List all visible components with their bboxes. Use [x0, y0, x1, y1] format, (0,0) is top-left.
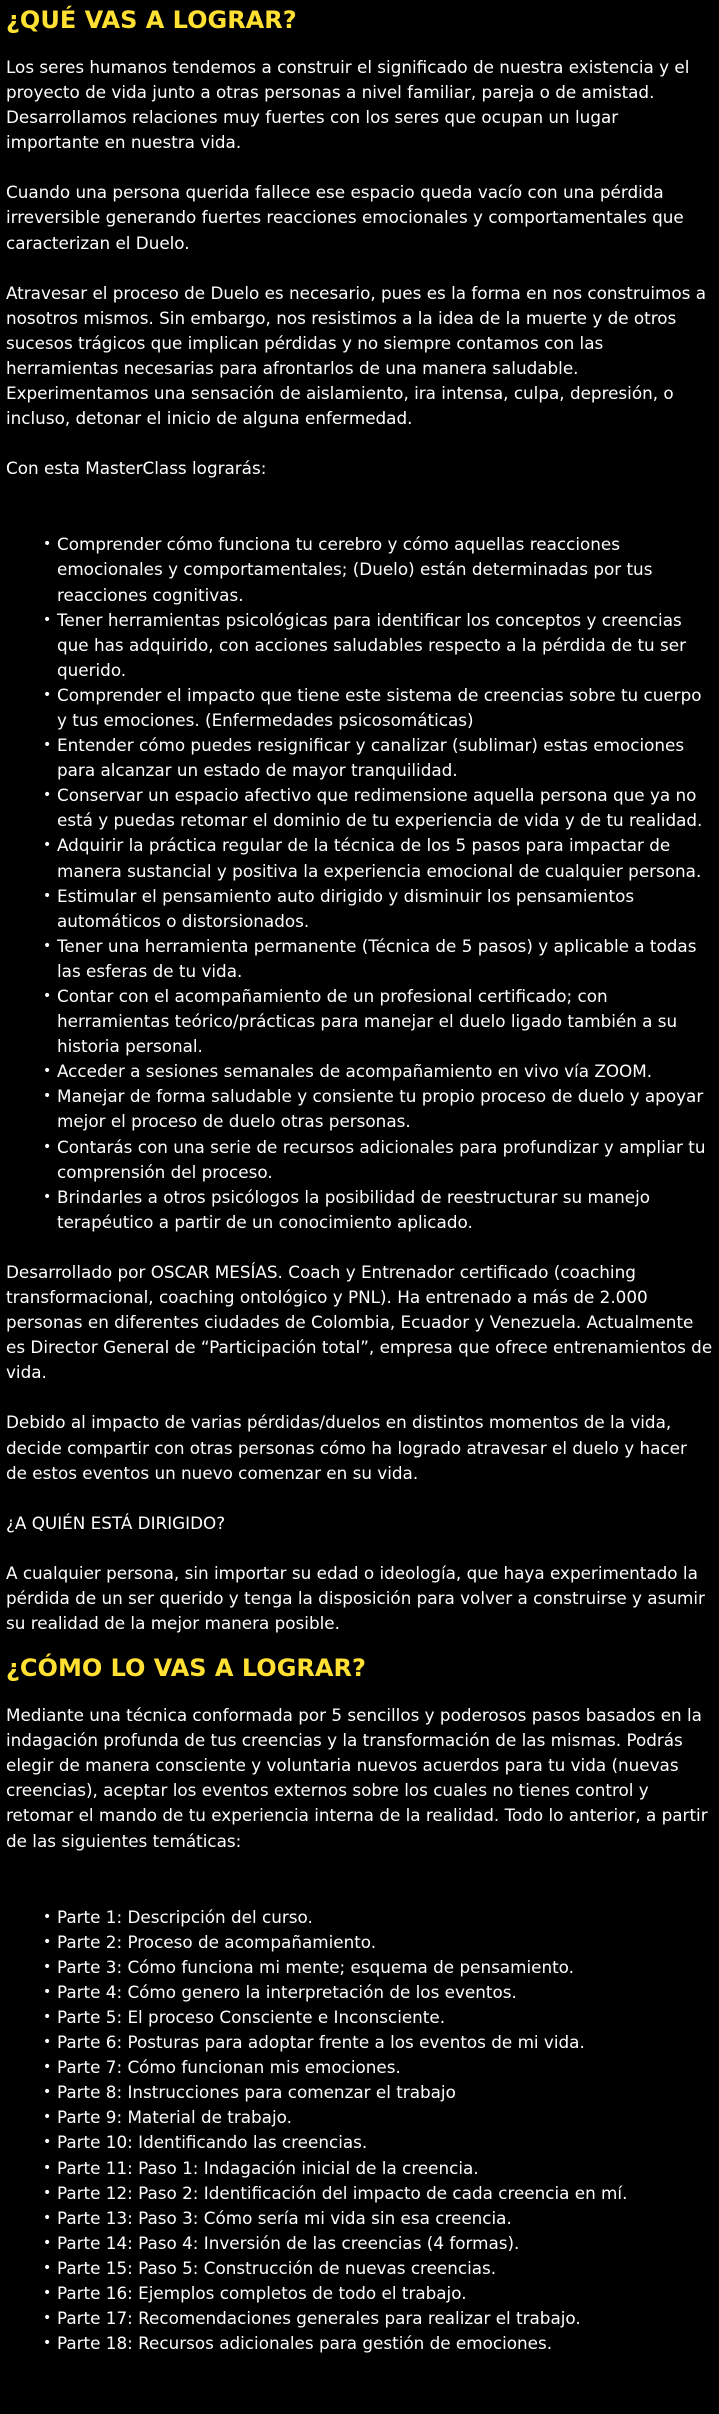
list-item: • Parte 2: Proceso de acompañamiento.: [43, 1930, 713, 1955]
list-item: • Parte 17: Recomendaciones generales para realizar el trabajo.: [43, 2306, 713, 2331]
list-item: • Parte 14: Paso 4: Inversión de las creencias (4 formas).: [43, 2231, 713, 2256]
list-item: • Contarás con una serie de recursos adicionales para profundizar y ampliar tu comprensión del proceso.: [43, 1135, 713, 1185]
list-item: • Parte 5: El proceso Consciente e Inconsciente.: [43, 2005, 713, 2030]
list-item: • Brindarles a otros psicólogos la posibilidad de reestructurar su manejo terapéutico a partir de un conocimiento aplicado.: [43, 1185, 713, 1235]
list-item: • Parte 15: Paso 5: Construcción de nuevas creencias.: [43, 2256, 713, 2281]
list-item: • Parte 13: Paso 3: Cómo sería mi vida sin esa creencia.: [43, 2206, 713, 2231]
list-item: • Parte 6: Posturas para adoptar frente a los eventos de mi vida.: [43, 2030, 713, 2055]
list-item: • Parte 16: Ejemplos completos de todo el trabajo.: [43, 2281, 713, 2306]
list-item: • Parte 11: Paso 1: Indagación inicial de la creencia.: [43, 2156, 713, 2181]
list-item: • Parte 3: Cómo funciona mi mente; esquema de pensamiento.: [43, 1955, 713, 1980]
list-item: • Parte 18: Recursos adicionales para gestión de emociones.: [43, 2331, 713, 2356]
audience-paragraph: A cualquier persona, sin importar su edad o ideología, que haya experimentado la pérdida de un ser querido y tenga la disposición para volver a construirse y asumir su realidad de la mejor manera posible.: [6, 1562, 705, 1633]
list-item: • Tener una herramienta permanente (Técnica de 5 pasos) y aplicable a todas las esferas de tu vida.: [43, 934, 713, 984]
course-description: [0, 4, 719, 2356]
list-item: • Estimular el pensamiento auto dirigido y disminuir los pensamientos automáticos o distorsionados.: [43, 884, 713, 934]
list-item: • Parte 10: Identificando las creencias.: [43, 2130, 713, 2155]
list-item: • Conservar un espacio afectivo que redimensione aquella persona que ya no está y puedas retomar el dominio de tu experiencia de vida y de tu realidad.: [43, 783, 713, 833]
method-paragraph: Mediante una técnica conformada por 5 sencillos y poderosos pasos basados en la indagación profunda de tus creencias y la transformación de las mismas. Podrás elegir de manera consciente y voluntaria nuevos acuerdos para tu vida (nuevas creencias), aceptar los eventos externos sobre los cuales no tienes control y retomar el mando de tu experiencia interna de la realidad. Todo lo anterior, a partir de las siguientes temáticas:: [6, 1705, 708, 1851]
audience-title: ¿A QUIÉN ESTÁ DIRIGIDO?: [6, 1512, 226, 1533]
list-item: • Contar con el acompañamiento de un profesional certificado; con herramientas teórico/prácticas para manejar el duelo ligado también a su historia personal.: [43, 984, 713, 1059]
section-heading-what: ¿QUÉ VAS A LOGRAR?: [6, 6, 297, 34]
list-item: • Manejar de forma saludable y consiente tu propio proceso de duelo y apoyar mejor el proceso de duelo otras personas.: [43, 1084, 713, 1134]
author-paragraph: Desarrollado por OSCAR MESÍAS. Coach y Entrenador certificado (coaching transformacional, coaching ontológico y PNL). Ha entrenado a más de 2.000 personas en diferentes ciudades de Colombia, Ecuador y Venezuela. Actualmente es Director General de “Participación total”, empresa que ofrece entrenamientos de vida.: [6, 1261, 713, 1383]
list-item: • Tener herramientas psicológicas para identificar los conceptos y creencias que has adquirido, con acciones saludables respecto a la pérdida de tu ser querido.: [43, 608, 713, 683]
list-item: • Parte 7: Cómo funcionan mis emociones.: [43, 2055, 713, 2080]
intro-paragraph-1: Los seres humanos tendemos a construir el significado de nuestra existencia y el proyecto de vida junto a otras personas a nivel familiar, pareja o de amistad. Desarrollamos relaciones muy fuertes con los seres que ocupan un lugar importante en nuestra vida.: [6, 57, 690, 153]
list-item: • Acceder a sesiones semanales de acompañamiento en vivo vía ZOOM.: [43, 1059, 713, 1084]
list-item: • Parte 4: Cómo genero la interpretación de los eventos.: [43, 1980, 713, 2005]
list-item: • Entender cómo puedes resignificar y canalizar (sublimar) estas emociones para alcanzar un estado de mayor tranquilidad.: [43, 733, 713, 783]
parts-list: [6, 1905, 713, 2357]
list-item: • Parte 9: Material de trabajo.: [43, 2105, 713, 2130]
list-item: • Parte 12: Paso 2: Identificación del impacto de cada creencia en mí.: [43, 2181, 713, 2206]
section-heading-how: ¿CÓMO LO VAS A LOGRAR?: [6, 1654, 366, 1683]
list-item: • Comprender cómo funciona tu cerebro y cómo aquellas reacciones emocionales y comportamentales; (Duelo) están determinadas por tus reacciones cognitivas.: [43, 532, 713, 607]
list-item: • Parte 1: Descripción del curso.: [43, 1905, 713, 1930]
benefits-lead: Con esta MasterClass lograrás:: [6, 458, 267, 479]
list-item: • Parte 8: Instrucciones para comenzar el trabajo: [43, 2080, 713, 2105]
intro-paragraph-2: Cuando una persona querida fallece ese espacio queda vacío con una pérdida irreversible generando fuertes reacciones emocionales y comportamentales que caracterizan el Duelo.: [6, 182, 684, 253]
intro-paragraph-3: Atravesar el proceso de Duelo es necesario, pues es la forma en nos construimos a nosotros mismos. Sin embargo, nos resistimos a la idea de la muerte y de otros sucesos trágicos que implican pérdidas y no siempre contamos con las herramientas necesarias para afrontarlos de una manera saludable. Experimentamos una sensación de aislamiento, ira intensa, culpa, depresión, o incluso, detonar el inicio de alguna enfermedad.: [6, 282, 707, 429]
list-item: • Comprender el impacto que tiene este sistema de creencias sobre tu cuerpo y tus emociones. (Enfermedades psicosomáticas): [43, 683, 713, 733]
motivation-paragraph: Debido al impacto de varias pérdidas/duelos en distintos momentos de la vida, decide compartir con otras personas cómo ha logrado atravesar el duelo y hacer de estos eventos un nuevo comenzar en su vida.: [6, 1412, 687, 1483]
benefits-list: [6, 532, 713, 1235]
list-item: • Adquirir la práctica regular de la técnica de los 5 pasos para impactar de manera sustancial y positiva la experiencia emocional de cualquier persona.: [43, 833, 713, 883]
